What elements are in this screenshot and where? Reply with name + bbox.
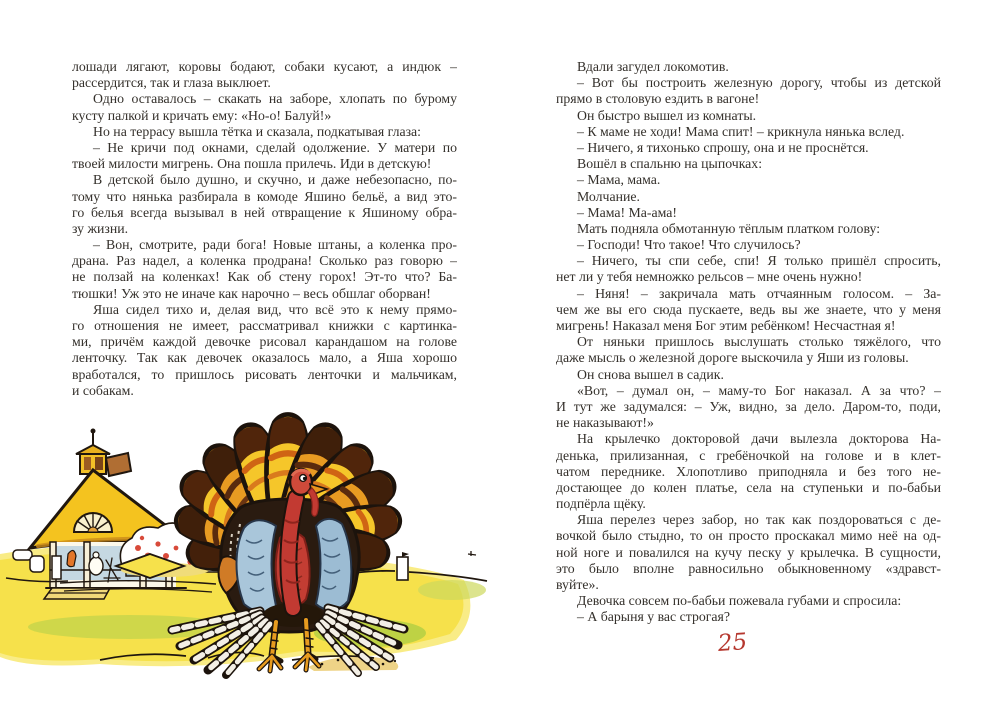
left-page-text — [72, 59, 457, 399]
text-line: – Вот бы построить железную дорогу, чтобы из детской — [577, 75, 941, 91]
text-line: вработался, то пришлось рисовать ленточки и мальчикам, — [72, 366, 457, 382]
text-line: го отношения не имеет, рассматривал книжки с картинка- — [72, 318, 457, 333]
text-line: Девочка совсем по-бабьи пожевала губами и спросила: — [577, 593, 902, 609]
text-line: ленточку. Так как девочек оказалось мало, а Яша хорошо — [72, 350, 457, 366]
text-line: рассердится, так и глаза выклюет. — [72, 75, 271, 91]
page-number: 25 — [716, 629, 749, 657]
text-line: Мать подняла обмотанную тёплым платком голову: — [577, 220, 881, 236]
breast-panel-left — [237, 520, 277, 612]
text-line: – Ничего, ты спи себе, спи! Я только пришёл спросить, — [577, 253, 941, 269]
turkey-illustration — [0, 408, 500, 698]
gate-post — [397, 557, 408, 580]
text-line: нет ли у тебя немножко рельсов – мне очень нужно! — [556, 269, 863, 285]
text-line: го белья всегда вызывал в ней отвращение к Яшиному обра- — [72, 204, 457, 220]
text-line: прямо в столовую ездить в вагоне! — [556, 91, 760, 107]
text-line: твоей милости мигрень. Она пошла прилечь. Иди в детскую! — [72, 156, 432, 172]
text-line: – Ничего, я тихонько спрошу, она и не проснётся. — [577, 139, 869, 155]
text-line: ми, причём каждой девочке рисовал карандашом на голове — [72, 334, 457, 350]
text-line: – А барыня у вас строгая? — [577, 609, 730, 625]
text-line: – Мама, мама. — [577, 172, 661, 188]
text-line: – К маме не ходи! Мама спит! – крикнула нянька вслед. — [577, 123, 905, 139]
text-line: это было вполне равносильно обыкновенному «здравст- — [556, 560, 941, 576]
text-line: чатом переднике. Хлопотливо приподняла и без того не- — [556, 463, 941, 479]
text-line: вуйте». — [556, 577, 599, 592]
text-line: Но на террасу вышла тётка и сказала, подкатывая глаза: — [93, 123, 422, 139]
text-line: В детской было душно, и скучно, и даже небезопасно, по- — [93, 172, 457, 188]
text-line: зу жизни. — [72, 220, 129, 236]
text-line: Он снова вышел в садик. — [577, 366, 724, 382]
text-line: – Господи! Что такое! Что случилось? — [577, 237, 801, 253]
text-line: – Няня! – закричала мать отчаянным голосом. – За- — [577, 285, 941, 301]
text-line: не наказывают!» — [556, 415, 654, 431]
text-line: чем же вы его сюда пускаете, ведь вы же знаете, что у меня — [556, 301, 941, 317]
text-line: достающее до колен платье, села на ступеньки и по-бабьи — [556, 479, 941, 495]
text-line: – Мама! Ма-ама! — [577, 204, 678, 220]
text-line: лошади лягают, коровы бодают, собаки кусают, а индюк – — [72, 59, 457, 74]
text-line: «Вот, – думал он, – маму-то Бог наказал. А за что? – — [577, 382, 941, 398]
text-line: – Вон, смотрите, ради бога! Новые штаны, а коленка про- — [93, 237, 457, 253]
text-line: – Не кричи под окнами, сделай одолжение. У матери по — [93, 139, 457, 155]
text-line: мигрень! Наказал меня Бог этим ребёнком! Несчастная я! — [556, 318, 896, 333]
right-page-text — [556, 59, 941, 626]
text-line: драна. Раз надел, а коленка продрана! Сколько раз говорю – — [72, 253, 457, 269]
text-line: Одно оставалось – скакать на заборе, хлопать по бурому — [93, 91, 457, 107]
text-line: денька, прилизанная, с гребёночкой на голове и в клет- — [556, 447, 941, 463]
text-line: кусту палкой и кричать ему: «Но-о! Балуй!» — [72, 107, 332, 123]
breast-panel-right — [316, 519, 351, 610]
text-line: даже мысль о железной дороге выскочила у Яши из головы. — [556, 350, 909, 366]
text-line: На крылечко докторовой дачи вылезла докторова На- — [577, 431, 941, 447]
text-line: Вдали загудел локомотив. — [577, 59, 729, 74]
text-line: Яша перелез через забор, но так как поздороваться с де- — [577, 512, 941, 528]
fence-post — [52, 556, 61, 579]
cupola-cap — [76, 445, 110, 454]
text-line: тому что нянька разбирала в комоде Яшино бельё, а вид это- — [72, 188, 457, 204]
chimney-block — [106, 453, 131, 476]
grass-patch-far — [418, 580, 486, 600]
text-line: вочкой было стыдно, то он просто проскакал мимо неё на од- — [556, 528, 941, 544]
text-line: ной ноге и повалился на кучу песку у крылечка. В сущности, — [556, 544, 941, 560]
text-line: Молчание. — [577, 188, 640, 204]
text-line: От няньки пришлось выслушать столько тяжёлого, что — [577, 334, 941, 350]
text-line: Вошёл в спальню на цыпочках: — [577, 156, 763, 172]
text-line: подпёрла щёку. — [556, 496, 646, 512]
text-line: и собакам. — [72, 382, 134, 398]
text-line: не ползай на коленках! Как об стену горох! Эт-то что? Ба- — [72, 269, 457, 285]
text-line: тюшки! Уж это не иначе как нарочно – весь обшлаг оборван! — [72, 285, 431, 301]
text-line: Он быстро вышел из комнаты. — [577, 107, 757, 123]
text-line: И тут же задумался: – Уж, видно, за дело. Даром-то, поди, — [556, 398, 941, 414]
text-line: Яша сидел тихо и, делая вид, что всё это к нему прямо- — [93, 301, 457, 317]
